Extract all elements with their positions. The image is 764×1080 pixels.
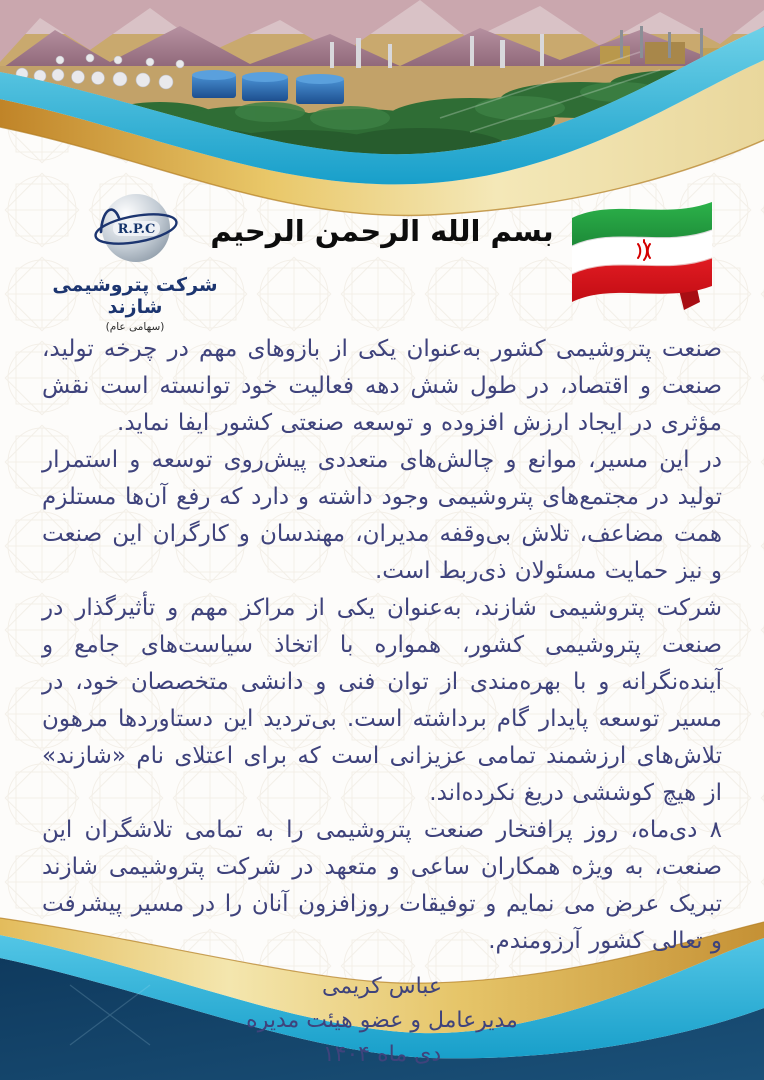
iran-flag-wrap xyxy=(564,182,724,317)
company-logo-block xyxy=(40,188,230,333)
signature-block xyxy=(42,970,722,1072)
signature-date: دی ماه ۱۴۰۴ xyxy=(322,1042,442,1067)
body-paragraph-2: در این مسیر، موانع و چالش‌های متعددی پیش‌روی توسعه و استمرار تولید در مجتمع‌های پتروشیمی وجود داشته و دارد که رفع آن‌ها مستلزم همت مضاعف، تلاش بی‌وقفه مدیران، مهندسان و کارگران این صنعت و نیز حمایت مسئولان ذی‌ربط است. xyxy=(42,447,722,584)
iran-flag-icon xyxy=(564,182,724,317)
bismillah-calligraphy: بسم الله الرحمن الرحیم xyxy=(210,214,554,248)
body-paragraph-4: ۸ دی‌ماه، روز پرافتخار صنعت پتروشیمی را به تمامی تلاشگران این صنعت، به ویژه همکاران ساعی و متعهد در شرکت پتروشیمی شازند تبریک عرض می نمایم و توفیقات روزافزون آنان را در مسیر پیشرفت و تعالی کشور آرزومندم. xyxy=(42,817,722,954)
letter-body xyxy=(42,331,722,1072)
header-row xyxy=(0,182,764,333)
body-paragraph-3: شرکت پتروشیمی شازند، به‌عنوان یکی از مراکز مهم و تأثیرگذار در صنعت پتروشیمی کشور، همواره با اتخاذ سیاست‌های جامع و آینده‌نگرانه و با بهره‌مندی از توان فنی و دانشی متخصصان خود، در مسیر توسعه پایدار گام برداشته است. بی‌تردید این دستاوردها مرهون تلاش‌های ارزشمند تمامی عزیزانی است که برای اعتلای نام «شازند» از هیچ کوششی دریغ نکرده‌اند. xyxy=(42,595,722,806)
logo-company-name: شرکت پتروشیمی شازند xyxy=(52,274,218,318)
signature-name: عباس کریمی xyxy=(321,974,443,999)
signature-title: مدیرعامل و عضو هیئت مدیره xyxy=(246,1008,518,1033)
logo-company-type: (سهامی عام) xyxy=(105,321,165,333)
logo-abbr-text: R.P.C xyxy=(117,222,156,237)
body-paragraph-1: صنعت پتروشیمی کشور به‌عنوان یکی از بازوهای مهم در چرخه تولید، صنعت و اقتصاد، در طول شش دهه فعالیت خود توانسته است نقش مؤثری در ایجاد ارزش افزوده و توسعه صنعتی کشور ایفا نماید. xyxy=(42,336,722,436)
